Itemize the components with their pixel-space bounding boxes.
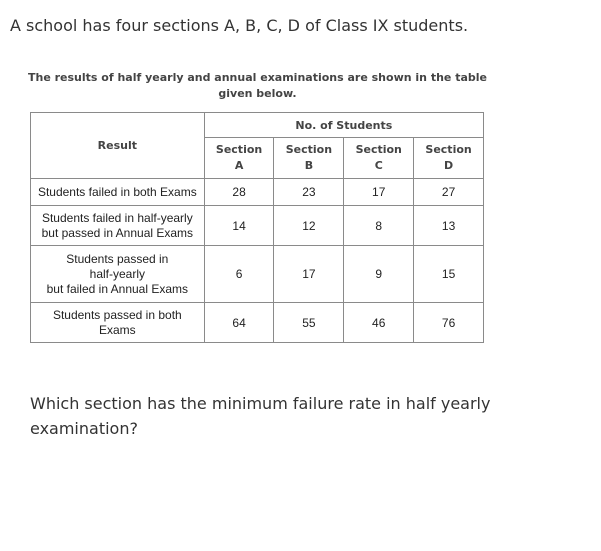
row-label-line: half-yearly xyxy=(89,266,145,281)
table-row xyxy=(31,179,484,206)
row-label-line: Students failed in both Exams xyxy=(37,184,197,199)
table-cell: 23 xyxy=(274,179,344,206)
table-cell: 14 xyxy=(204,206,274,246)
section-letter: D xyxy=(444,159,454,172)
results-table xyxy=(30,112,484,343)
section-header xyxy=(344,138,414,179)
no-of-students-header: No. of Students xyxy=(204,113,483,138)
question-line-2: examination? xyxy=(30,419,138,438)
section-word: Section xyxy=(285,143,333,156)
table-cell: 64 xyxy=(204,303,274,343)
section-header xyxy=(204,138,274,179)
table-cell: 9 xyxy=(344,246,414,303)
row-label xyxy=(31,303,205,343)
row-label-line: Students passed in xyxy=(66,251,169,266)
question-text xyxy=(30,391,510,441)
section-letter: C xyxy=(374,159,383,172)
row-label-line: Students passed in both xyxy=(52,307,182,322)
caption-line-1: The results of half yearly and annual examinations are shown in the table xyxy=(27,71,487,84)
row-label-line: Exams xyxy=(98,322,136,337)
intro-text: A school has four sections A, B, C, D of Class IX students. xyxy=(10,16,469,35)
caption-line-2: given below. xyxy=(218,87,297,100)
result-header: Result xyxy=(31,113,205,179)
row-label xyxy=(31,179,205,206)
table-cell: 28 xyxy=(204,179,274,206)
row-label-line: Students failed in half-yearly xyxy=(41,210,193,225)
table-cell: 12 xyxy=(274,206,344,246)
table-cell: 6 xyxy=(204,246,274,303)
section-word: Section xyxy=(215,143,263,156)
row-label xyxy=(31,246,205,303)
row-label xyxy=(31,206,205,246)
section-letter: A xyxy=(234,159,244,172)
row-label-line: but passed in Annual Exams xyxy=(41,225,194,240)
section-word: Section xyxy=(355,143,402,156)
section-letter: B xyxy=(304,159,314,172)
section-word: Section xyxy=(425,143,472,156)
table-row xyxy=(31,206,484,246)
table-cell: 17 xyxy=(344,179,414,206)
header-row-1 xyxy=(31,113,484,138)
table-cell: 13 xyxy=(414,206,484,246)
table-row xyxy=(31,246,484,303)
table-cell: 46 xyxy=(344,303,414,343)
table-cell: 15 xyxy=(414,246,484,303)
row-label-line: but failed in Annual Exams xyxy=(46,281,189,296)
table-cell: 27 xyxy=(414,179,484,206)
table-caption xyxy=(10,70,505,102)
table-cell: 76 xyxy=(414,303,484,343)
table-cell: 17 xyxy=(274,246,344,303)
section-header xyxy=(274,138,344,179)
section-header xyxy=(414,138,484,179)
table-cell: 8 xyxy=(344,206,414,246)
question-line-1: Which section has the minimum failure rate in half yearly xyxy=(30,394,491,413)
table-cell: 55 xyxy=(274,303,344,343)
table-row xyxy=(31,303,484,343)
